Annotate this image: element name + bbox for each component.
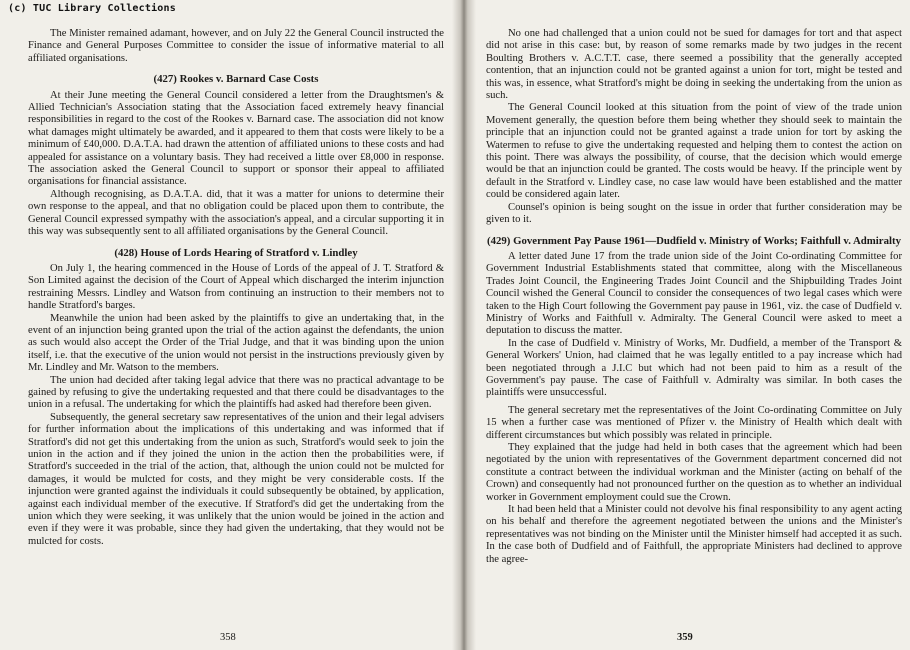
section-427-paragraph-1: At their June meeting the General Council considered a letter from the Draughtsmen's & Allied Technician's Association stating that the Association faced extremely heavy financial responsibilities in regard to the cost of the Rookes v. Barnard case. The association did not know what damages might ultimately be awarded, and it appeared to them that costs were likely to be a minimum of £40,000. D.A.T.A. had drawn the attention of affiliated unions to these costs and had appealed for assistance on a voluntary basis. They had received a little over £8,000 in response. The association asked the General Council to support or sponsor their appeal to affiliated organisations for financial assistance. (28, 89, 444, 188)
right-paragraph-3: Counsel's opinion is being sought on the issue in order that further consideration may be given to it. (486, 201, 902, 226)
section-428-paragraph-2: Meanwhile the union had been asked by the plaintiffs to give an undertaking that, in the event of an injunction being granted upon the trial of the action against the defendants, the union as such would also accept the Order of the Trial Judge, and that it was binding upon the union itself, i.e. that the executive of the union would not persist in the instructions previously given by Mr. Lindley and Mr. Watson to the members. (28, 312, 444, 374)
section-429-paragraph-2: In the case of Dudfield v. Ministry of Works, Mr. Dudfield, a member of the Transport & General Workers' Union, had claimed that he was legally entitled to a pay increase which had been negotiated through a J.I.C but which had not been paid to him as a result of the Government's pay pause. The case of Faithfull v. Admiralty was similar. In both cases the plaintiffs were unsuccessful. (486, 337, 902, 399)
section-429-paragraph-5: It had been held that a Minister could not devolve his final responsibility to any agent acting on his behalf and therefore the agreement negotiated between the unions and the Minister's representatives was not binding on the Minister until the Minister himself had accepted it as such. In the case both of Dudfield and of Faithfull, the appropriate Ministers had declined to approve the agree- (486, 504, 902, 565)
left-page (28, 28, 444, 628)
section-428-paragraph-4: Subsequently, the general secretary saw representatives of the union and their legal advisers for further information about the implications of this undertaking and was informed that if Stratford's did not get this undertaking from the union as such, Stratford's would seek to join the union in the action and if they joined the union in the action then the probabilities were, if Stratford's succeeded in the trial of the action, that, although the union could not be mulcted for damages, it would be mulcted for costs, and they might be very considerable costs. If the injunction were granted against the individuals it could subsequently be obtained, by application, against each individual member of the executive. If Stratford's did get the undertaking from the union which they were seeking, it was unlikely that the union would be joined in the action and even if they were it was probable, since they had given the undertaking, that they would not be mulcted for costs. (28, 411, 444, 547)
section-428-paragraph-3: The union had decided after taking legal advice that there was no practical advantage to be gained by refusing to give the undertaking requested and that there could be disadvantages to the union in a refusal. The undertaking for which the plaintiffs had asked had therefore been given. (28, 374, 444, 411)
right-page (486, 28, 902, 628)
section-429-heading: (429) Government Pay Pause 1961—Dudfield v. Ministry of Works; Faithfull v. Admiralty (487, 234, 901, 247)
watermark: (c) TUC Library Collections (4, 3, 180, 14)
section-429-paragraph-3: The general secretary met the representatives of the Joint Co-ordinating Committee on July 15 when a further case was mentioned of Pfizer v. the Ministry of Health which dealt with different circumstances but which possibly was related in principle. (486, 404, 902, 441)
book-gutter (452, 0, 476, 650)
page-number-left: 358 (220, 632, 236, 643)
right-paragraph-1: No one had challenged that a union could not be sued for damages for tort and that aspect did not arise in this case: but, by reason of some remarks made by two judges in the recent Boulting Brothers v. A.C.T.T. case, there seemed a possibility that the generally accepted contention, that an injunction could not be granted against a union for tort, might be tested and this was, in essence, what Stratford's might be doing in seeking the undertaking from the union as such. (486, 28, 902, 102)
section-427-heading: (427) Rookes v. Barnard Case Costs (153, 73, 319, 86)
section-429-paragraph-1: A letter dated June 17 from the trade union side of the Joint Co-ordinating Committee for Government Industrial Establishments stated that committee, along with the Miscellaneous Trades Joint Council, the Engineering Trades Joint Council and the Shipbuilding Trades Joint Council wished the General Council to consider the consequences of two legal cases which were taken to the High Court following the Government pay pause in 1961, viz. the case of Dudfield v. Ministry of Works and Faithfull v. Admiralty. The General Council were asked to meet a deputation to discuss the matter. (486, 250, 902, 337)
section-429-paragraph-4: They explained that the judge had held in both cases that the agreement which had been negotiated by the union with representatives of the Government department concerned did not constitute a contract between the individual workman and the Minister (acting on behalf of the Crown) and consequently had not pronounced further on the question as to whether an individual worker in Government employment could sue the Crown. (486, 442, 902, 503)
section-428-heading: (428) House of Lords Hearing of Stratford v. Lindley (114, 246, 358, 259)
intro-paragraph: The Minister remained adamant, however, and on July 22 the General Council instructed the Finance and General Purposes Committee to consider the issue of informative material to all affiliated organisations. (28, 28, 444, 64)
page-number-right: 359 (677, 632, 693, 643)
section-428-paragraph-1: On July 1, the hearing commenced in the House of Lords of the appeal of J. T. Stratford & Son Limited against the decision of the Court of Appeal which discharged the interim injunction restraining Messrs. Lindley and Watson from continuing an instruction to their members not to handle Stratford's barges. (28, 262, 444, 312)
right-paragraph-2: The General Council looked at this situation from the point of view of the trade union Movement generally, the question before them being whether they should seek to maintain the principle that an injunction could not be granted against a trade union for tort by asking the Watermen to refuse to give the undertaking requested and helping them to contest the action on this point. There was always the possibility, of course, that the decision which would emerge would be that an injunction could be granted. The costs would be heavy. If the principle went by default in the Stratford v. Lindley case, no case law would have been established and the matter could be considered again later. (486, 102, 902, 201)
section-427-paragraph-2: Although recognising, as D.A.T.A. did, that it was a matter for unions to determine their own response to the appeal, and that no obligation could be placed upon them to contribute, the General Council expressed sympathy with the association's appeal, and a circular supporting it in this way was subsequently sent to all affiliated organisations by the General Council. (28, 188, 444, 238)
